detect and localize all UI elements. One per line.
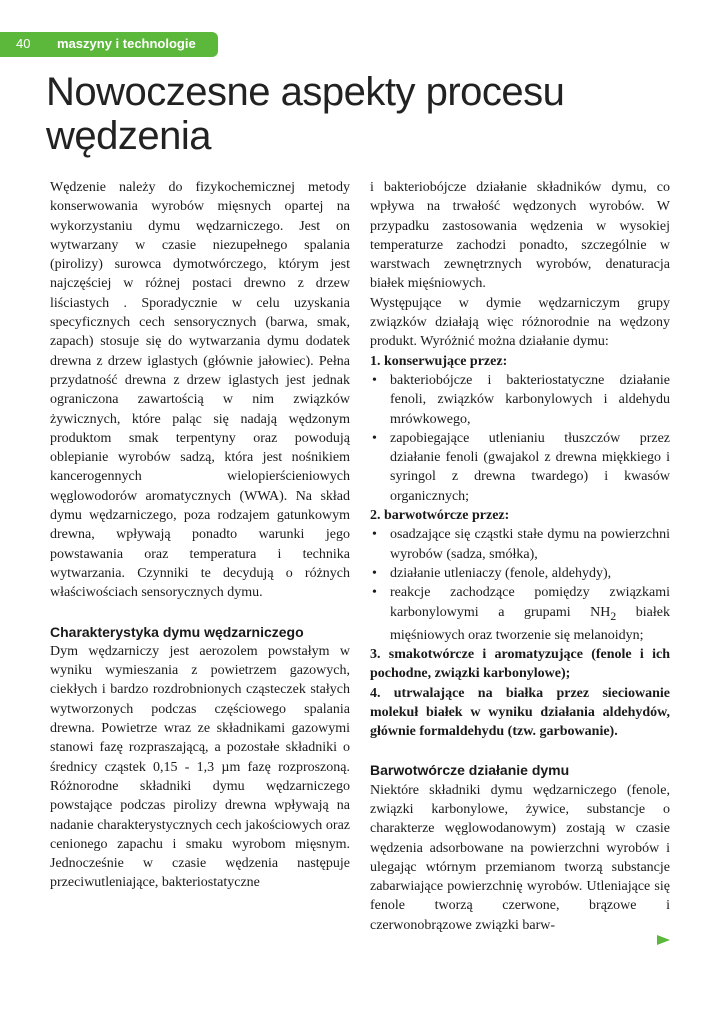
section-label: maszyny i technologie (57, 36, 196, 51)
section2-heading: Barwotwórcze działanie dymu (370, 762, 570, 779)
list-item (370, 583, 670, 645)
section1-paragraph: Dym wędzarniczy jest aerozolem powstałym w wyniku wymieszania z powietrzem gazowych, ciekłych i bardzo rozdrobnionych cząsteczek stałych wytworzonych podczas częściowego spalania drewna. Powietrze wraz ze składnikami gazowymi stanowi fazę rozpraszającą, a pozostałe składniki o średnicy cząstek 0,15 - 1,3 µm fazę rozproszoną. Różnorodne składniki dymu wędzarniczego powstające podczas pirolizy drewna wpływają na nadanie charakterystycznych cech jakościowych oraz cenionego zapachu i smaku wyrobom mięsnym. Jednocześnie w czasie wędzenia następuje przeciwutleniające, bakteriostatyczne (50, 643, 350, 891)
list-item: • zapobiegające utlenianiu tłuszczów przez działanie fenoli (gwajakol z drewna miękkiego i syringol z drewna twardego) i kwasów organicznych; (370, 429, 670, 506)
left-column (50, 178, 350, 893)
section1-heading: Charakterystyka dymu wędzarniczego (50, 623, 304, 640)
intro-paragraph: Wędzenie należy do fizykochemicznej metody konserwowania wyrobów mięsnych opartej na wykorzystaniu dymu wędzarniczego. Jest on wytwarzany w czasie niezupełnego spalania (pirolizy) surowca dymotwórczego, którym jest najczęściej w różnej postaci drewno z drzew liściastych . Sporadycznie w celu uzyskania specyficznych cech sensorycznych (barwa, smak, zapach) stosuje się do wytwarzania dymu dodatek drewna z drzew iglastych (głównie jałowiec). Pełna przydatność drewna z drzew iglastych jest jednak ograniczona zawartością w nim związków żywicznych, które paląc się nadają wędzonym produktom smak terpentyny oraz powodują oblepianie wyrobów sadzą, która jest nośnikiem kancerogennych wielopierścieniowych węglowodorów aromatycznych (WWA). Na skład dymu wędzarniczego, poza rodzajem gatunkowym drewna, wpływają ponadto warunki jego powstawania oraz temperatura i technika wytwarzania. Czynniki te decydują o różnych właściwościach sensorycznych dymu. (50, 180, 350, 601)
list-item-text: białek mięśniowych oraz tworzenie się melanoidyn; (390, 604, 670, 643)
point-3: 3. smakotwórcze i aromatyzujące (fenole i ich pochodne, związki karbonylowe); (370, 646, 670, 682)
section-header-bar (0, 32, 218, 57)
list-item: • bakteriobójcze i bakteriostatyczne działanie fenoli, związków karbonylowych i aldehydu mrówkowego, (370, 371, 670, 429)
list2-heading: 2. barwotwórcze przez: (370, 508, 510, 524)
list1 (370, 371, 670, 506)
page-number: 40 (16, 36, 31, 51)
list2 (370, 525, 670, 645)
right-column (370, 178, 670, 935)
point-4: 4. utrwalające na białka przez sieciowanie molekuł białek w wyniku działania aldehydów, głównie formaldehydu (tzw. garbowanie). (370, 685, 670, 740)
article-title: Nowoczesne aspekty procesu wędzenia (46, 70, 565, 158)
right-paragraph-1: i bakteriobójcze działanie składników dymu, co wpływa na trwałość wędzonych wyrobów. W przypadku zastosowania wędzenia w wysokiej temperaturze zachodzi ponadto, szczególnie w warstwach zewnętrznych wyrobów, denaturacja białek mięśniowych. (370, 180, 670, 292)
list1-heading: 1. konserwujące przez: (370, 353, 508, 369)
list-item: • osadzające się cząstki stałe dymu na powierzchni wyrobów (sadza, smółka), (370, 525, 670, 564)
section2-paragraph: Niektóre składniki dymu wędzarniczego (fenole, związki karbonylowe, żywice, substancje o charakterze węglowodanowym) zostają w czasie wędzenia adsorbowane na powierzchni wyrobów i ulegając wtórnym przemianom tworzą substancje zabarwiające powierzchnię wyrobów. Utleniające się fenole tworzą czerwone, brązowe i czerwonobrązowe związki barw- (370, 782, 670, 933)
list-item-text: reakcje zachodzące pomiędzy związkami karbonylowymi a grupami NH (390, 585, 670, 620)
right-paragraph-2: Występujące w dymie wędzarniczym grupy związków działają więc różnorodnie na wędzony produkt. Wyróżnić można działanie dymu: (370, 295, 670, 350)
list-item: • działanie utleniaczy (fenole, aldehydy), (370, 564, 670, 583)
continue-arrow-icon (657, 935, 670, 945)
subscript-2: 2 (610, 609, 617, 623)
